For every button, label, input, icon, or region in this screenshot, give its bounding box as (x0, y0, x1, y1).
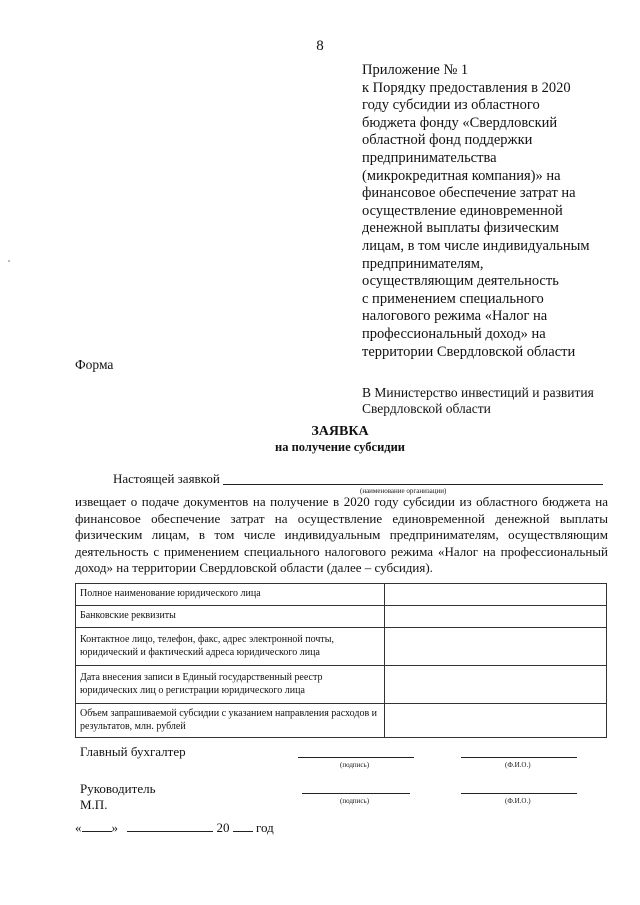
accountant-name-caption: (Ф.И.О.) (505, 761, 531, 769)
row-value-cell[interactable] (385, 606, 607, 628)
head-name-line[interactable] (461, 793, 577, 794)
close-quote: » (111, 820, 118, 835)
document-title: ЗАЯВКА (311, 424, 369, 439)
appendix-line: предпринимателям, (362, 255, 484, 272)
year-suffix: год (256, 820, 274, 835)
body-line: физическим лицам, в том числе индивидуальным предпринимателям, осуществляющим (75, 527, 608, 542)
applicant-info-table (75, 583, 607, 738)
addressee-line: В Министерство инвестиций и развития (362, 385, 594, 400)
appendix-line: областной фонд поддержки (362, 132, 533, 149)
document-subtitle: на получение субсидии (275, 440, 405, 454)
appendix-line: предпринимательства (362, 149, 497, 166)
row-value-cell[interactable] (385, 666, 607, 704)
year-prefix: 20 (216, 820, 230, 835)
row-label: Банковские реквизиты (76, 606, 385, 628)
appendix-line: осуществляющим деятельность (362, 273, 559, 290)
appendix-line: Приложение № 1 (362, 62, 469, 78)
body-line: доход» на территории Свердловской области (далее – субсидия). (75, 560, 433, 575)
table-row (76, 704, 607, 738)
row-value-cell[interactable] (385, 704, 607, 738)
organization-name-field[interactable] (223, 484, 603, 485)
appendix-line: налогового режима «Налог на (362, 308, 548, 325)
appendix-line: с применением специального (362, 290, 544, 307)
appendix-line: финансовое обеспечение затрат на (362, 185, 576, 202)
accountant-name-line[interactable] (461, 757, 577, 758)
table-row (76, 606, 607, 628)
form-label: Форма (75, 357, 114, 372)
appendix-line: денежной выплаты физическим (362, 220, 559, 237)
body-line: деятельность с применением специального налогового режима «Налог на профессиональный (75, 543, 608, 559)
scan-speck (8, 260, 10, 262)
appendix-header (362, 62, 624, 361)
head-label: Руководитель (80, 781, 156, 796)
addressee-line: Свердловской области (362, 401, 491, 416)
table-row (76, 666, 607, 704)
body-paragraph (75, 494, 608, 577)
chief-accountant-label: Главный бухгалтер (80, 744, 186, 759)
head-name-caption: (Ф.И.О.) (505, 797, 531, 805)
seal-label: М.П. (80, 797, 108, 812)
appendix-line: профессиональный доход» на (362, 325, 546, 342)
appendix-line: к Порядку предоставления в 2020 (362, 79, 571, 96)
row-label: Объем запрашиваемой субсидии с указанием направления расходов и результатов, млн. рублей (76, 704, 385, 738)
body-line: финансовое обеспечение затрат на осуществление единовременной денежной выплаты (75, 510, 608, 526)
appendix-line: (микрокредитная компания)» на (362, 167, 561, 184)
appendix-line: территории Свердловской области (362, 343, 576, 360)
table-row (76, 628, 607, 666)
date-line (75, 820, 274, 836)
table-row (76, 584, 607, 606)
head-signature-line[interactable] (302, 793, 410, 794)
page-number: 8 (316, 38, 324, 54)
row-value-cell[interactable] (385, 628, 607, 666)
row-value-cell[interactable] (385, 584, 607, 606)
row-label: Полное наименование юридического лица (76, 584, 385, 606)
accountant-signature-line[interactable] (298, 757, 414, 758)
open-quote: « (75, 820, 82, 835)
intro-label: Настоящей заявкой (113, 471, 220, 486)
appendix-line: году субсидии из областного (362, 97, 540, 114)
head-signature-caption: (подпись) (340, 797, 370, 805)
organization-name-caption: (наименование организации) (360, 487, 447, 495)
appendix-line: лицам, в том числе индивидуальным (362, 237, 590, 254)
row-label: Дата внесения записи в Единый государственный реестр юридических лиц о регистрации юридического лица (76, 666, 385, 704)
body-line: извещает о подаче документов на получение в 2020 году субсидии из областного бюджета на (75, 494, 608, 509)
appendix-line: осуществление единовременной (362, 202, 563, 219)
row-label: Контактное лицо, телефон, факс, адрес электронной почты, юридический и фактический адреса юридического лица (76, 628, 385, 666)
accountant-signature-caption: (подпись) (340, 761, 370, 769)
addressee (362, 385, 594, 417)
appendix-line: бюджета фонду «Свердловский (362, 114, 558, 131)
day-field[interactable] (82, 820, 112, 832)
month-field[interactable] (127, 820, 213, 832)
year-field[interactable] (233, 820, 253, 832)
